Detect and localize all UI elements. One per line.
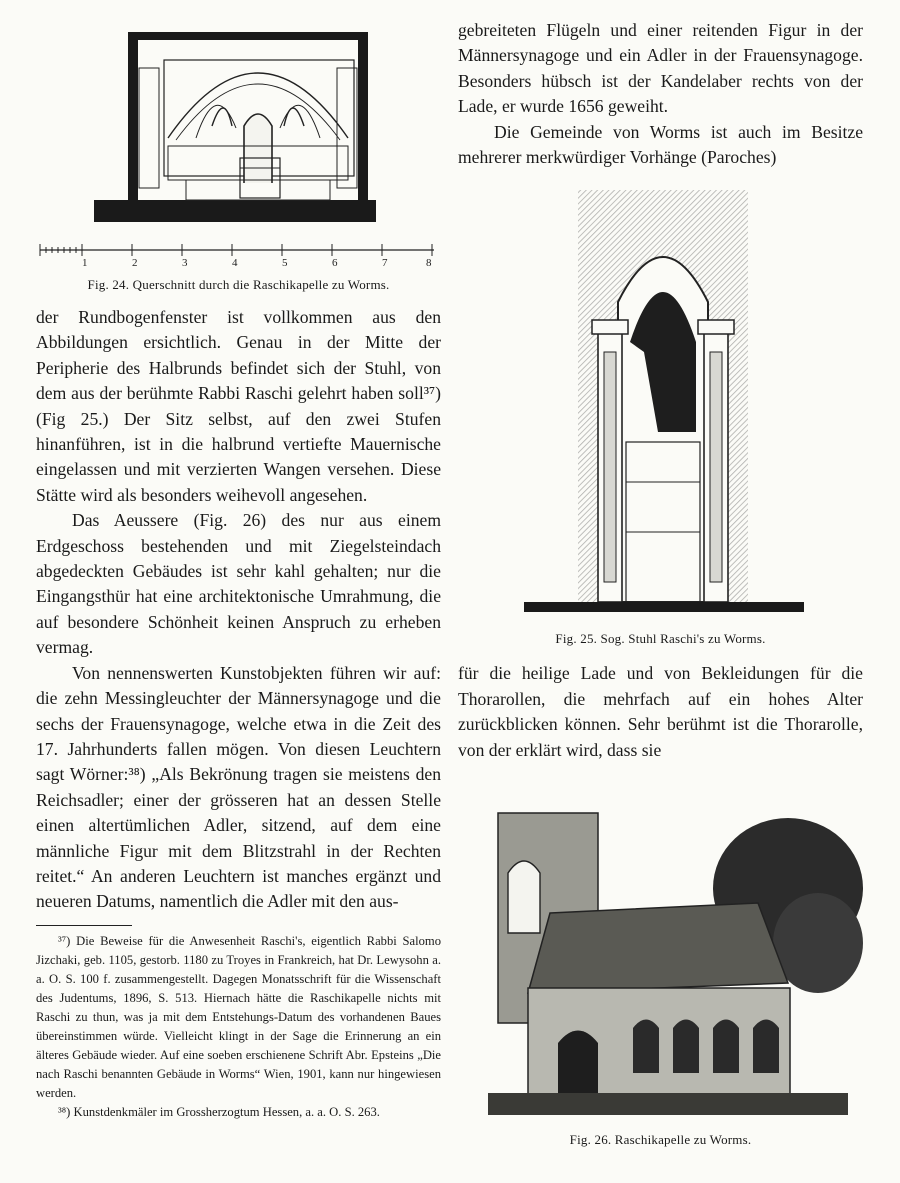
right-paragraph-3: für die heilige Lade und von Bekleidungen für die Thorarollen, die mehrfach auf ein hohes Alter zurückblicken können. Sehr berühmt ist die Thorarolle, von der erklärt wird, dass sie — [458, 663, 863, 760]
footnote-38: ³⁸) Kunstdenkmäler im Grossherzogtum Hessen, a. a. O. S. 263. — [58, 1104, 380, 1119]
figure-25-caption: Fig. 25. Sog. Stuhl Raschi's zu Worms. — [555, 631, 766, 647]
cross-section-drawing — [36, 18, 441, 268]
left-paragraph-1: der Rundbogenfenster ist vollkommen aus den Abbildungen ersichtlich. Genau in der Mitte der Peripherie des Halbrunds befindet sich der Stuhl, von dem aus der berühmte Rabbi Raschi gelehrt haben soll³⁷) (Fig 25.) Der Sitz selbst, auf den zwei Stufen hinanführen, ist in die halbrund vertiefte Mauernische eingelassen und mit verzierten Wangen versehen. Diese Stätte wird als besonders weihevoll angesehen. — [36, 307, 441, 505]
footnote-divider — [36, 925, 132, 926]
figure-24 — [36, 18, 441, 293]
left-column — [36, 18, 441, 1122]
figure-26-caption: Fig. 26. Raschikapelle zu Worms. — [569, 1132, 752, 1148]
left-paragraph-2: Das Aeussere (Fig. 26) des nur aus einem Erdgeschoss bestehenden und mit Ziegelsteindach abgedeckten Gebäudes ist sehr kahl gehalten; nur die Eingangsthür hat eine architektonische Umrahmung, die auf besondere Schönheit keinen Anspruch zu erheben vermag. — [36, 510, 441, 658]
right-column — [458, 18, 863, 1160]
scale-label: 5 — [282, 257, 288, 268]
figure-24-caption: Fig. 24. Querschnitt durch die Raschikapelle zu Worms. — [87, 277, 390, 292]
scale-label: 2 — [132, 257, 138, 268]
scale-label: 4 — [232, 257, 238, 268]
scale-label: 3 — [182, 257, 188, 268]
right-paragraph-2: Die Gemeinde von Worms ist auch im Besitze mehrerer merkwürdiger Vorhänge (Paroches) — [458, 121, 863, 168]
figure-25 — [458, 182, 863, 647]
raschi-chair-drawing — [458, 182, 863, 622]
scale-label: 8 — [426, 257, 432, 268]
left-paragraph-3: Von nennenswerten Kunstobjekten führen wir auf: die zehn Messingleuchter der Männersynagoge und die sechs der Frauensynagoge, welche etwa in die Zeit des 17. Jahrhunderts fallen mögen. Von diesen Leuchtern sagt Wörner:³⁸) „Als Bekrönung tragen sie meistens den Reichsadler; einer der grösseren hat an dessen Stelle einen altertümlichen Adler, sitzend, auf dem eine männliche Figur mit dem Blitzstrahl in der Rechten reitet.“ An anderen Leuchtern ist manches ergänzt und neueren Datums, namentlich die Adler mit den aus- — [36, 662, 441, 912]
right-paragraph-1: gebreiteten Flügeln und einer reitenden Figur in der Männersynagoge und ein Adler in der Frauensynagoge. Besonders hübsch ist der Kandelaber rechts von der Lade, er wurde 1656 geweiht. — [458, 20, 863, 117]
raschi-chapel-exterior-drawing — [458, 793, 863, 1123]
scale-label: 1 — [82, 257, 88, 268]
figure-26 — [458, 793, 863, 1148]
footnote-37: ³⁷) Die Beweise für die Anwesenheit Raschi's, eigentlich Rabbi Salomo Jizchaki, geb. 1105, gestorb. 1180 zu Troyes in Frankreich, hat Dr. Lewysohn a. a. O. S. 100 f. zusammengestellt. Dagegen Monatsschrift für die Wissenschaft des Judentums, 1896, S. 513. Hiernach hätte die Raschikapelle nichts mit Raschi zu thun, was ja mit dem Entstehungs-Datum des vorhandenen Baues übereinstimmen würde. Vielleicht klingt in der Sage die Erinnerung an ein älteres Gebäude wieder. Auf eine soeben erschienene Schrift Abr. Epsteins „Die nach Raschi benannten Gebäude in Worms“ Wien, 1901, kann nur hingewiesen werden. — [36, 933, 441, 1100]
scale-label: 7 — [382, 257, 388, 268]
scale-label: 6 — [332, 257, 338, 268]
